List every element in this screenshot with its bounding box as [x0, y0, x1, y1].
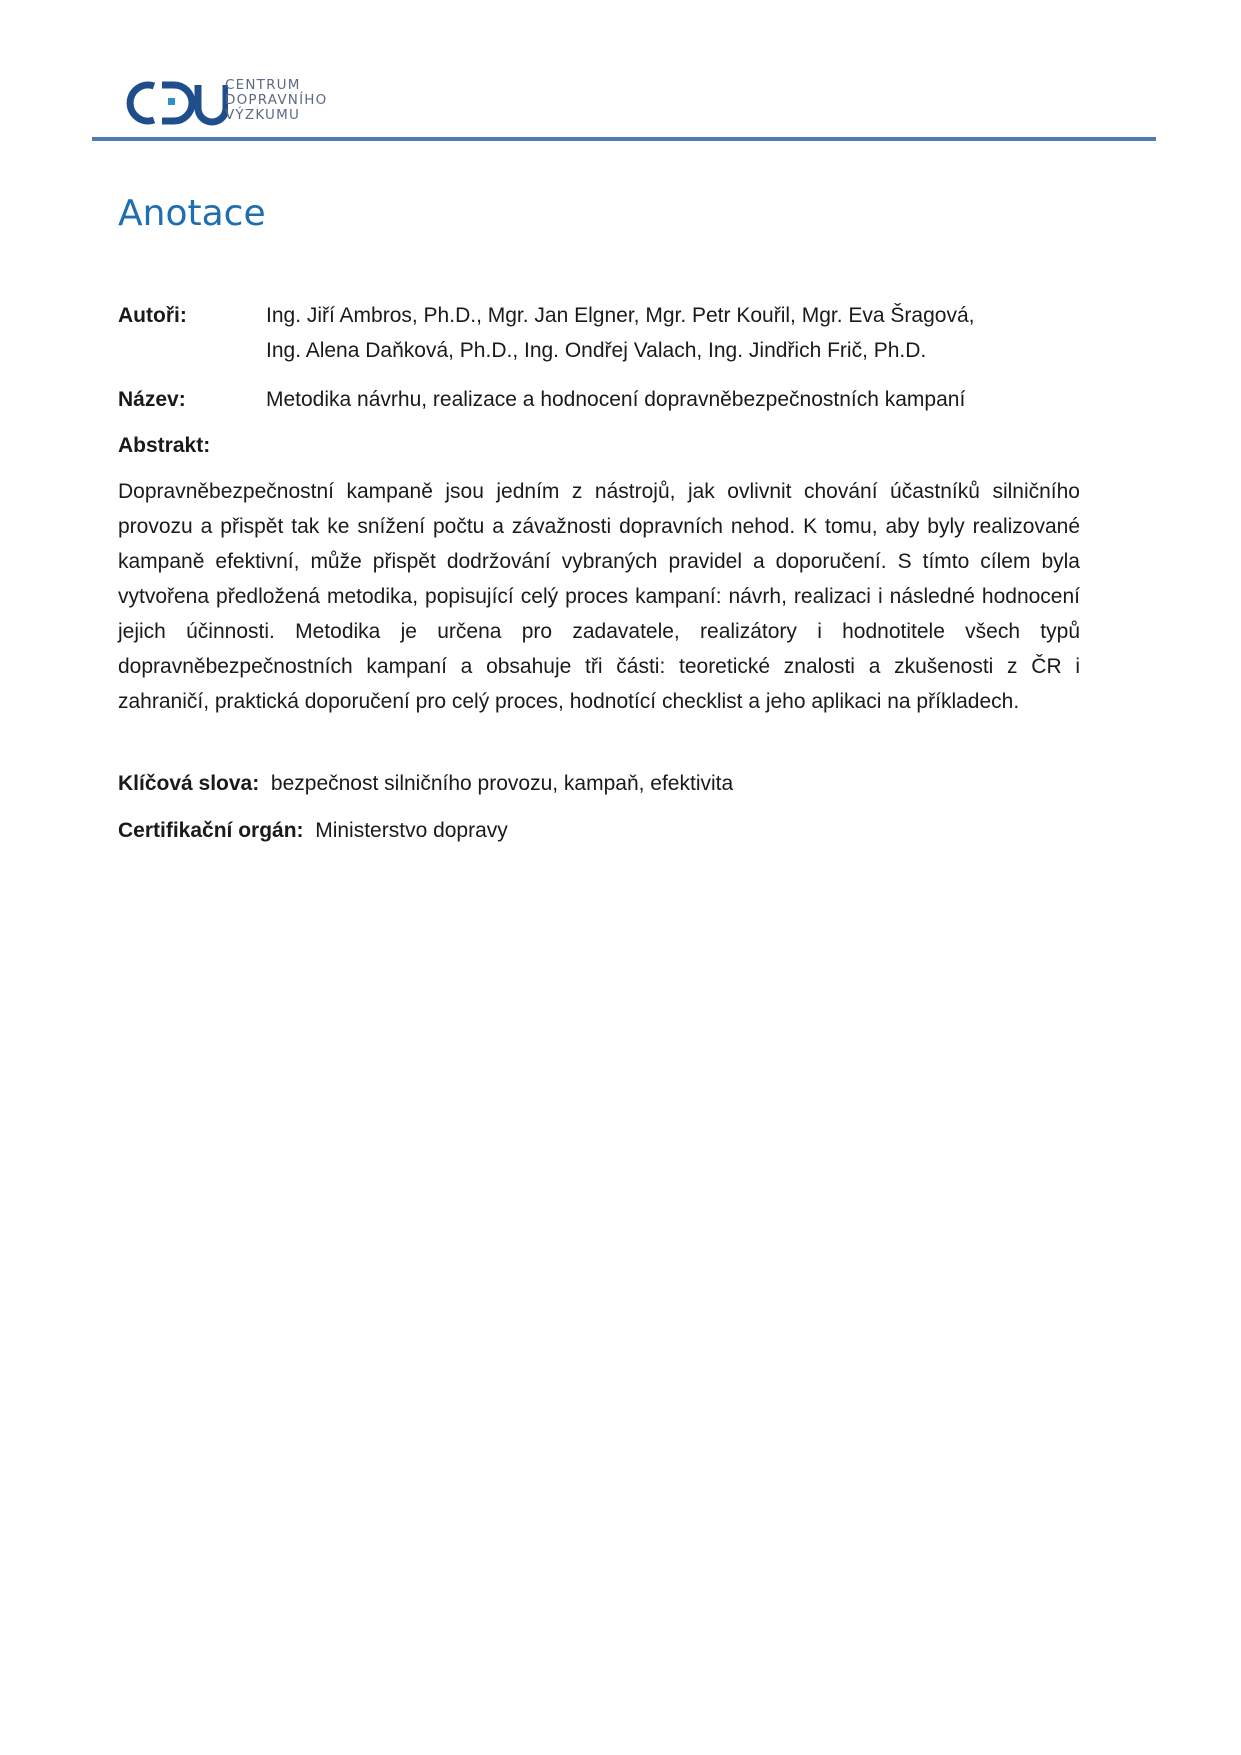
certification-value: Ministerstvo dopravy — [315, 819, 508, 842]
keywords-value: bezpečnost silničního provozu, kampaň, efektivita — [270, 772, 734, 795]
logo-line-3: VÝZKUMU — [225, 107, 301, 123]
authors-value — [266, 298, 1078, 368]
logo-text — [225, 78, 365, 123]
certification-label: Certifikační orgán: — [118, 819, 310, 842]
keywords-label: Klíčová slova: — [118, 772, 266, 795]
authors-row — [118, 298, 1078, 368]
authors-label: Autoři: — [118, 304, 187, 327]
authors-line-1: Ing. Jiří Ambros, Ph.D., Mgr. Jan Elgner, Mgr. Petr Kouřil, Mgr. Eva Šragová, — [266, 304, 975, 327]
page-title: Anotace — [118, 193, 266, 234]
name-label: Název: — [118, 388, 186, 411]
abstract-row — [118, 428, 1078, 463]
authors-line-2: Ing. Alena Daňková, Ph.D., Ing. Ondřej Valach, Ing. Jindřich Frič, Ph.D. — [266, 339, 927, 362]
page-header — [92, 70, 1156, 142]
cdv-logo-icon — [118, 76, 228, 130]
keywords-row — [118, 766, 1080, 801]
logo-line-2: DOPRAVNÍHO — [225, 92, 328, 108]
name-row — [118, 382, 1078, 417]
certification-row — [118, 813, 1080, 848]
header-divider — [92, 137, 1156, 141]
logo-line-1: CENTRUM — [225, 77, 301, 93]
abstract-label: Abstrakt: — [118, 434, 211, 457]
abstract-text: Dopravněbezpečnostní kampaně jsou jedním z nástrojů, jak ovlivnit chování účastníků silničního provozu a přispět tak ke snížení počtu a závažnosti dopravních nehod. K tomu, aby byly realizované kampaně efektivní, může přispět dodržování vybraných pravidel a doporučení. S tímto cílem byla vytvořena předložená metodika, popisující celý proces kampaní: návrh, realizaci i následné hodnocení jejich účinnosti. Metodika je určena pro zadavatele, realizátory i hodnotitele všech typů dopravněbezpečnostních kampaní a obsahuje tři části: teoretické znalosti a zkušenosti z ČR i zahraničí, praktická doporučení pro celý proces, hodnotící checklist a jeho aplikaci na příkladech. — [118, 480, 1080, 713]
name-value: Metodika návrhu, realizace a hodnocení dopravněbezpečnostních kampaní — [266, 388, 966, 411]
